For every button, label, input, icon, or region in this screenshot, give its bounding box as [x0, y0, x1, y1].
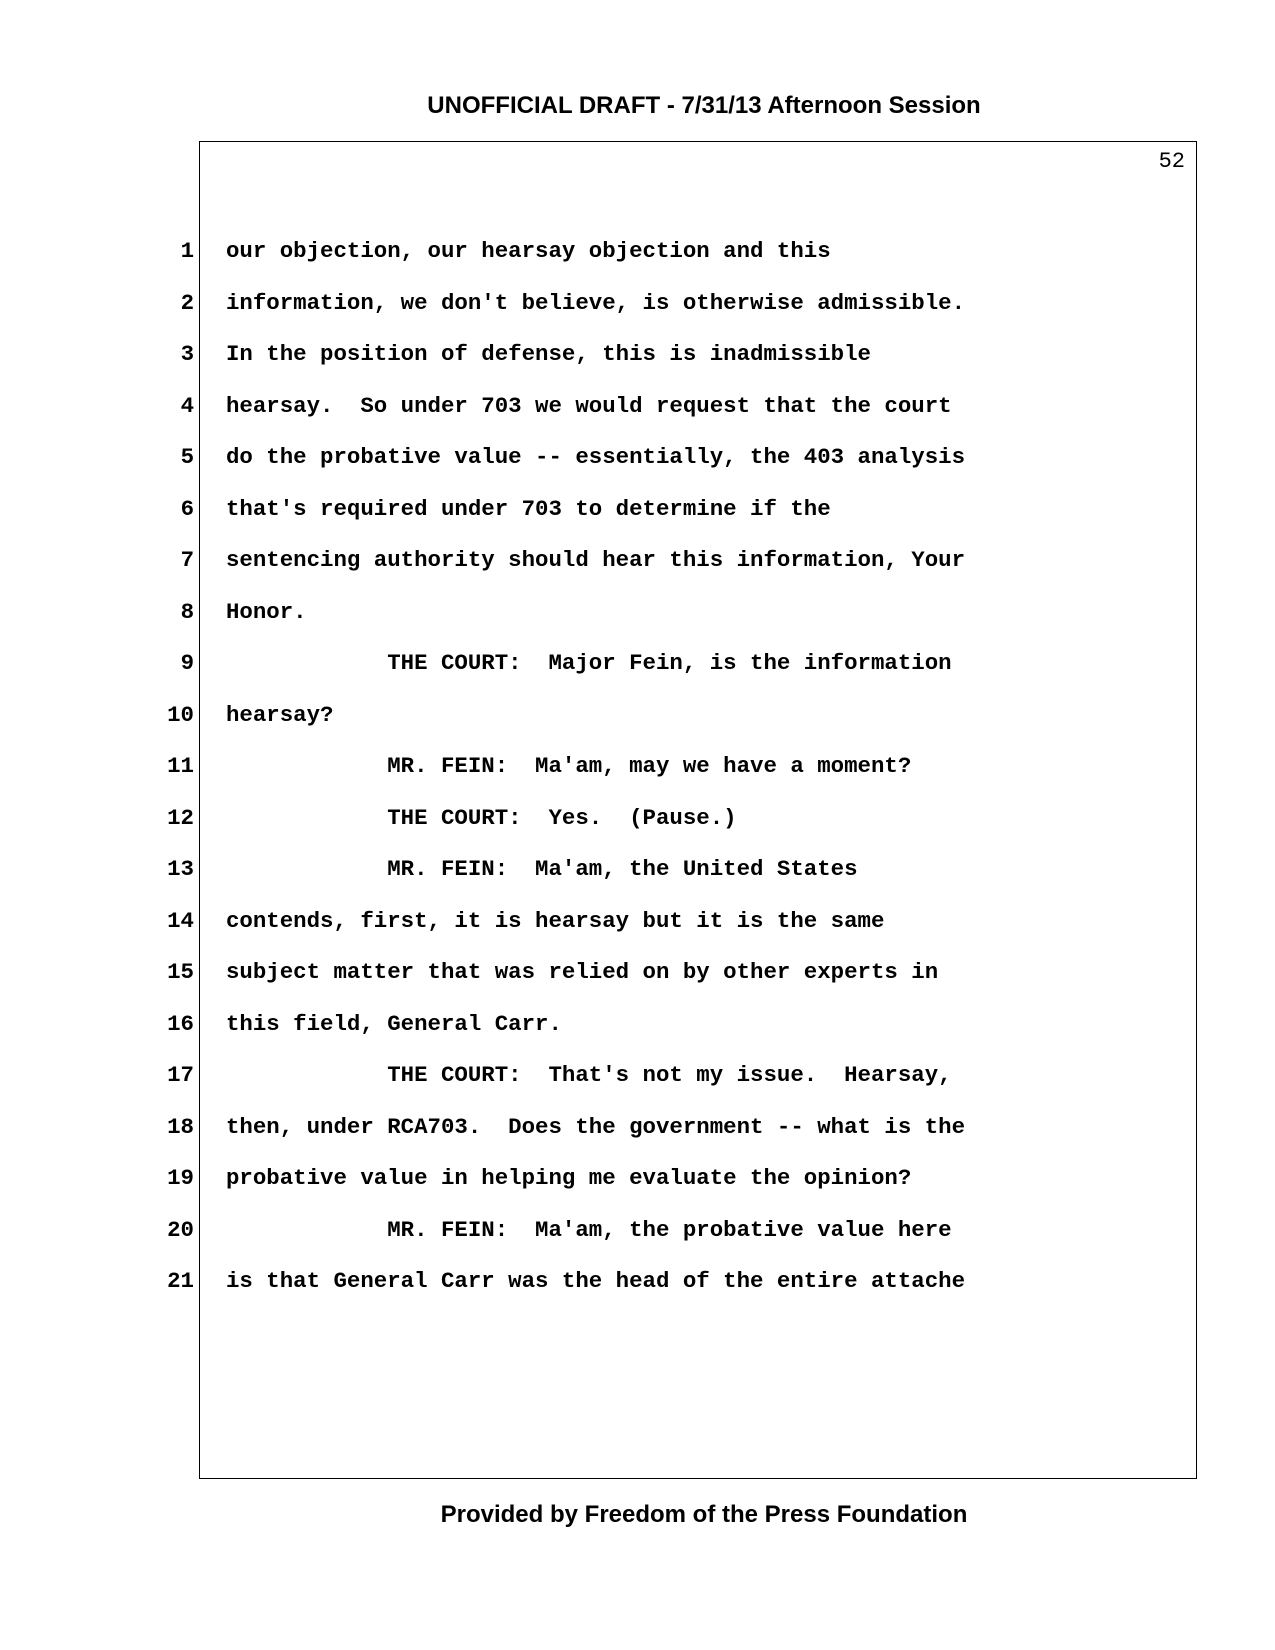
line-number: 13	[167, 856, 194, 882]
transcript-line: that's required under 703 to determine if the	[226, 496, 831, 522]
transcript-line: MR. FEIN: Ma'am, the probative value here	[226, 1217, 952, 1243]
line-number: 21	[167, 1268, 194, 1294]
transcript-line: contends, first, it is hearsay but it is the same	[226, 908, 885, 934]
transcript-line: hearsay?	[226, 702, 334, 728]
line-number: 1	[180, 238, 194, 264]
transcript-line: In the position of defense, this is inadmissible	[226, 341, 871, 367]
line-number: 18	[167, 1114, 194, 1140]
line-number: 10	[167, 702, 194, 728]
document-header: UNOFFICIAL DRAFT - 7/31/13 Afternoon Session	[427, 92, 981, 119]
line-number: 12	[167, 805, 194, 831]
transcript-line: subject matter that was relied on by other experts in	[226, 959, 939, 985]
line-number: 4	[180, 393, 194, 419]
transcript-line: Honor.	[226, 599, 307, 625]
transcript-line: MR. FEIN: Ma'am, the United States	[226, 856, 858, 882]
line-number: 15	[167, 959, 194, 985]
line-number: 3	[180, 341, 194, 367]
line-number: 8	[180, 599, 194, 625]
transcript-line: this field, General Carr.	[226, 1011, 562, 1037]
transcript-line: probative value in helping me evaluate the opinion?	[226, 1165, 912, 1191]
line-number: 17	[167, 1062, 194, 1088]
line-number: 14	[167, 908, 194, 934]
transcript-line: then, under RCA703. Does the government -- what is the	[226, 1114, 966, 1140]
transcript-line: THE COURT: That's not my issue. Hearsay,	[226, 1062, 952, 1088]
line-number: 6	[180, 496, 194, 522]
page-number: 52	[1158, 149, 1185, 174]
transcript-line: THE COURT: Yes. (Pause.)	[226, 805, 737, 831]
document-footer: Provided by Freedom of the Press Foundation	[440, 1501, 968, 1528]
line-number: 9	[180, 650, 194, 676]
transcript-line: information, we don't believe, is otherwise admissible.	[226, 290, 966, 316]
line-number: 20	[167, 1217, 194, 1243]
transcript-line: our objection, our hearsay objection and this	[226, 238, 831, 264]
transcript-line: is that General Carr was the head of the entire attache	[226, 1268, 966, 1294]
line-number: 19	[167, 1165, 194, 1191]
line-number: 11	[167, 753, 194, 779]
line-number: 2	[180, 290, 194, 316]
line-number: 16	[167, 1011, 194, 1037]
transcript-line: MR. FEIN: Ma'am, may we have a moment?	[226, 753, 912, 779]
line-number: 5	[180, 444, 194, 470]
transcript-line: sentencing authority should hear this information, Your	[226, 547, 966, 573]
transcript-line: do the probative value -- essentially, the 403 analysis	[226, 444, 966, 470]
transcript-line: hearsay. So under 703 we would request that the court	[226, 393, 952, 419]
line-number: 7	[180, 547, 194, 573]
transcript-line: THE COURT: Major Fein, is the information	[226, 650, 952, 676]
